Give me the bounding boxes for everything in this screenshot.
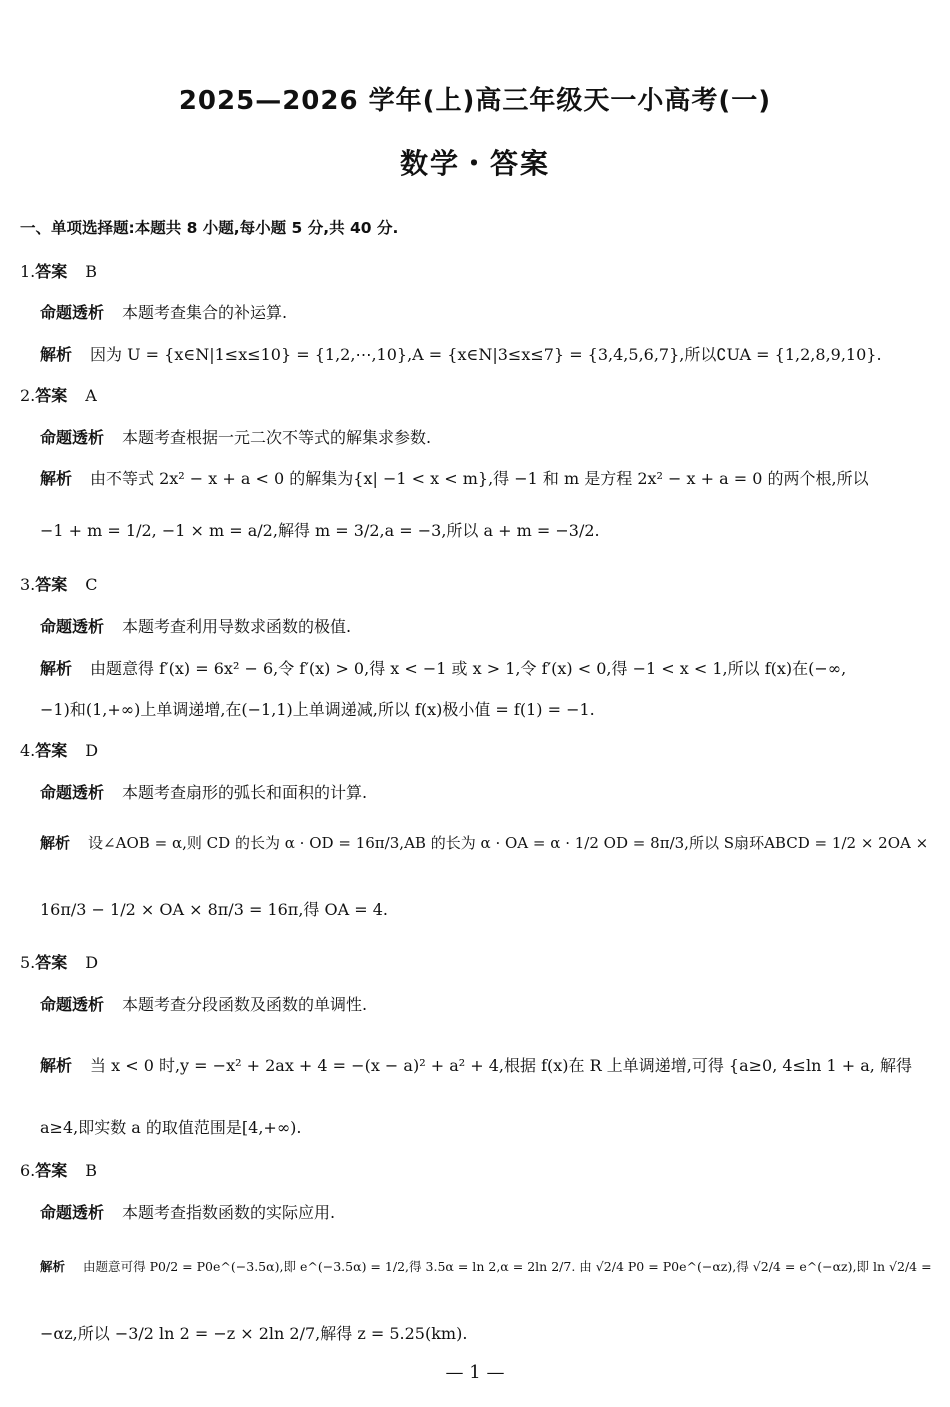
analysis-line: −1 + m = 1/2, −1 × m = a/2,解得 m = 3/2,a = −3,所以 a + m = −3/2. <box>40 521 600 540</box>
analysis-line: −αz,所以 −3/2 ln 2 = −z × 2ln 2/7,解得 z = 5.25(km). <box>40 1324 468 1343</box>
intent-line: 命题透析 本题考查分段函数及函数的单调性. <box>40 995 368 1014</box>
section-header: 一、单项选择题:本题共 8 小题,每小题 5 分,共 40 分. <box>20 219 399 237</box>
answer-line: 4.答案 D <box>20 741 99 760</box>
answer-value: B <box>85 1161 98 1180</box>
analysis-line: 解析 由题意可得 P0/2 = P0e^(−3.5α),即 e^(−3.5α) = 1/2,得 3.5α = ln 2,α = 2ln 2/7. 由 √2/4 P0 = P0e^(−αz),得 √2/4 = e^(−αz),即 ln √2/4 = <box>40 1259 932 1274</box>
intent-line: 命题透析 本题考查集合的补运算. <box>40 303 288 322</box>
answer-line: 2.答案 A <box>20 386 97 405</box>
page-subtitle: 数学・答案 <box>399 147 550 180</box>
answer-value: A <box>85 386 97 405</box>
analysis-line: 解析 由不等式 2x² − x + a < 0 的解集为{x| −1 < x < m},得 −1 和 m 是方程 2x² − x + a = 0 的两个根,所以 <box>40 469 869 488</box>
intent-line: 命题透析 本题考查根据一元二次不等式的解集求参数. <box>40 428 432 447</box>
intent-line: 命题透析 本题考查指数函数的实际应用. <box>40 1203 336 1222</box>
analysis-line: 解析 当 x < 0 时,y = −x² + 2ax + 4 = −(x − a)² + a² + 4,根据 f(x)在 R 上单调递增,可得 {a≥0, 4≤ln 1 + a, 解得 <box>40 1056 912 1075</box>
analysis-line: −1)和(1,+∞)上单调递增,在(−1,1)上单调递减,所以 f(x)极小值 = f(1) = −1. <box>40 700 595 719</box>
intent-line: 命题透析 本题考查利用导数求函数的极值. <box>40 617 352 636</box>
answer-line: 3.答案 C <box>20 575 98 594</box>
answer-line: 1.答案 B <box>20 262 98 281</box>
answer-value: C <box>85 575 98 594</box>
analysis-line: 解析 由题意得 f′(x) = 6x² − 6,令 f′(x) > 0,得 x < −1 或 x > 1,令 f′(x) < 0,得 −1 < x < 1,所以 f(x)在(−∞, <box>40 659 847 678</box>
analysis-line: 解析 因为 U = {x∈N|1≤x≤10} = {1,2,⋯,10},A = {x∈N|3≤x≤7} = {3,4,5,6,7},所以∁UA = {1,2,8,9,10}. <box>40 345 882 364</box>
answer-value: D <box>85 953 99 972</box>
intent-line: 命题透析 本题考查扇形的弧长和面积的计算. <box>40 783 368 802</box>
analysis-line: 16π/3 − 1/2 × OA × 8π/3 = 16π,得 OA = 4. <box>40 900 389 919</box>
page-number: — 1 — <box>445 1362 505 1383</box>
answer-line: 5.答案 D <box>20 953 99 972</box>
page-title: 2025—2026 学年(上)高三年级天一小高考(一) <box>178 86 772 116</box>
analysis-line: a≥4,即实数 a 的取值范围是[4,+∞). <box>40 1118 302 1137</box>
answer-line: 6.答案 B <box>20 1161 98 1180</box>
analysis-line: 解析 设∠AOB = α,则 CD 的长为 α · OD = 16π/3,AB 的长为 α · OA = α · 1/2 OD = 8π/3,所以 S扇环ABCD = 1/2 × 2OA × <box>40 834 929 852</box>
answer-value: D <box>85 741 99 760</box>
answer-value: B <box>85 262 98 281</box>
